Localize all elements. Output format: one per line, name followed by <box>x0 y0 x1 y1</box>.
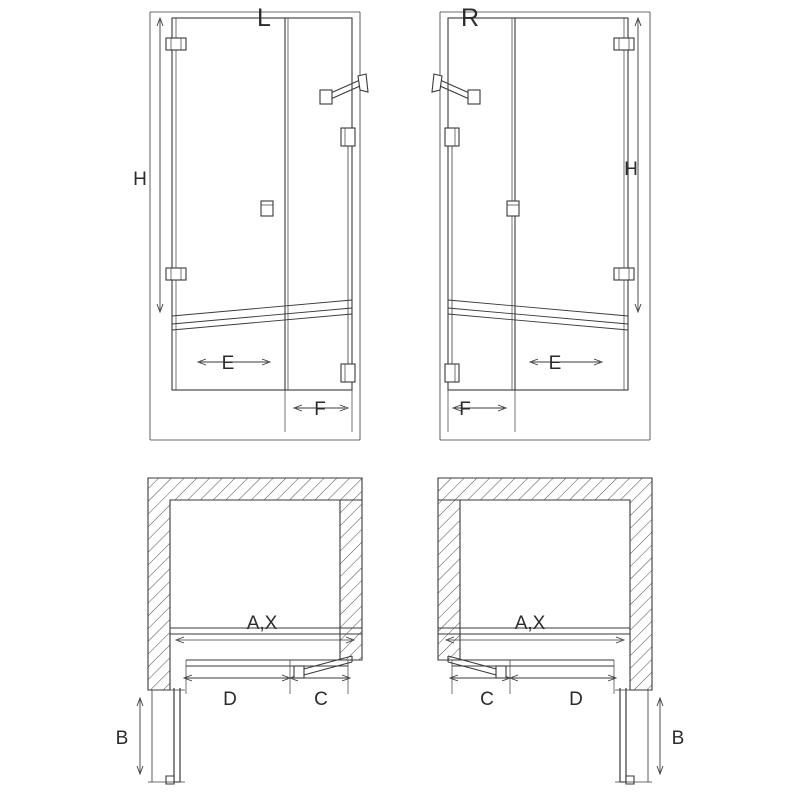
label-fixed-panel-right: E <box>548 353 562 374</box>
label-height-right: H <box>624 159 638 180</box>
label-fixed-width-left: D <box>223 689 237 710</box>
label-width-right: A,X <box>514 613 546 634</box>
label-view-right: R <box>460 4 480 32</box>
label-height-left: H <box>133 169 147 190</box>
label-width-left: A,X <box>246 613 278 634</box>
label-door-width-right: C <box>480 689 494 710</box>
label-door-width-left: C <box>314 689 328 710</box>
label-fixed-width-right: D <box>569 689 583 710</box>
elevation-left <box>150 12 368 440</box>
label-door-panel-left: F <box>314 399 326 420</box>
label-view-left: L <box>257 4 271 32</box>
plan-right <box>438 478 663 784</box>
label-depth-right: B <box>671 728 685 749</box>
elevation-right <box>432 12 650 440</box>
label-depth-left: B <box>115 728 129 749</box>
label-fixed-panel-left: E <box>221 353 235 374</box>
label-door-panel-right: F <box>459 399 471 420</box>
